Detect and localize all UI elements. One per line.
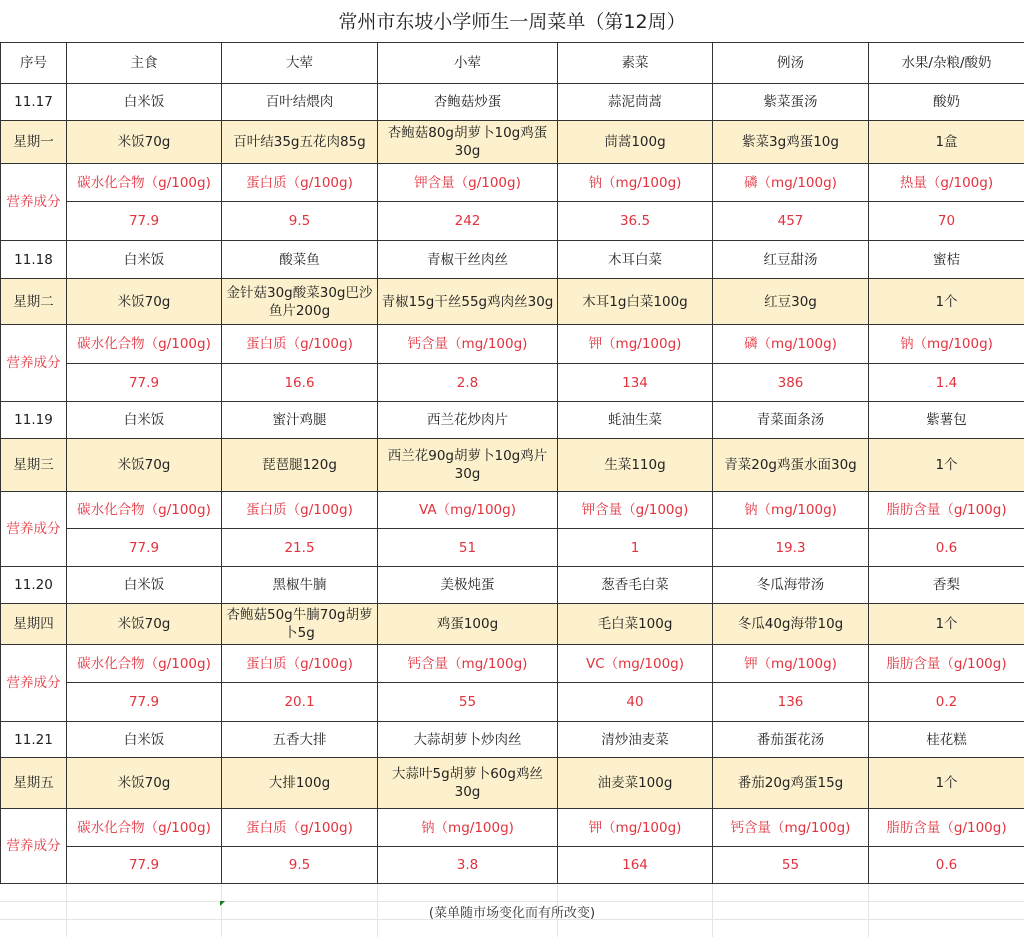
- nutrient-value: 242: [378, 202, 558, 241]
- nutrient-value-row: [1, 364, 1024, 402]
- ingredient-cell: 米饭70g: [67, 279, 222, 325]
- nutrient-value: 134: [558, 364, 713, 402]
- column-header: 大荤: [222, 43, 378, 84]
- ingredient-cell: 紫菜3g鸡蛋10g: [713, 121, 869, 164]
- nutrient-value: 51: [378, 529, 558, 567]
- nutrient-name: 脂肪含量（g/100g): [869, 809, 1024, 847]
- weekday-cell: 星期二: [1, 279, 67, 325]
- date-cell: 11.19: [1, 402, 67, 439]
- nutrient-value: 457: [713, 202, 869, 241]
- nutrient-value: 3.8: [378, 847, 558, 884]
- nutrient-name: 脂肪含量（g/100g): [869, 645, 1024, 683]
- nutrient-value: 77.9: [67, 202, 222, 241]
- dish-cell: 紫菜蛋汤: [713, 84, 869, 121]
- nutrient-value: 386: [713, 364, 869, 402]
- ingredient-cell: 米饭70g: [67, 758, 222, 809]
- ingredient-cell: 杏鲍菇50g牛腩70g胡萝卜5g: [222, 604, 378, 645]
- dish-cell: 香梨: [869, 567, 1024, 604]
- dish-cell: 大蒜胡萝卜炒肉丝: [378, 722, 558, 758]
- nutrient-value: 20.1: [222, 683, 378, 722]
- dish-cell: 酸奶: [869, 84, 1024, 121]
- column-header: 例汤: [713, 43, 869, 84]
- nutrient-name: 钙含量（mg/100g): [378, 325, 558, 364]
- nutrition-label: 营养成分: [1, 645, 67, 722]
- dish-cell: 白米饭: [67, 402, 222, 439]
- ingredient-cell: 1个: [869, 758, 1024, 809]
- ingredient-row: [1, 758, 1024, 809]
- date-cell: 11.21: [1, 722, 67, 758]
- footnote: (菜单随市场变化而有所改变): [428, 906, 596, 921]
- ingredient-cell: 茼蒿100g: [558, 121, 713, 164]
- dish-cell: 蜜桔: [869, 241, 1024, 279]
- ingredient-cell: 冬瓜40g海带10g: [713, 604, 869, 645]
- nutrient-label-row: [1, 645, 1024, 683]
- nutrient-name: 磷（mg/100g): [713, 325, 869, 364]
- ingredient-cell: 大蒜叶5g胡萝卜60g鸡丝30g: [378, 758, 558, 809]
- dish-cell: 美极炖蛋: [378, 567, 558, 604]
- nutrient-value: 77.9: [67, 847, 222, 884]
- nutrition-label: 营养成分: [1, 492, 67, 567]
- nutrient-name: 蛋白质（g/100g): [222, 492, 378, 529]
- column-header: 素菜: [558, 43, 713, 84]
- nutrition-label: 营养成分: [1, 164, 67, 241]
- dish-cell: 酸菜鱼: [222, 241, 378, 279]
- nutrient-value: 40: [558, 683, 713, 722]
- dish-cell: 葱香毛白菜: [558, 567, 713, 604]
- nutrient-name: 钾（mg/100g): [558, 325, 713, 364]
- nutrient-value: 9.5: [222, 847, 378, 884]
- ingredient-row: [1, 439, 1024, 492]
- nutrient-value: 164: [558, 847, 713, 884]
- nutrient-value: 55: [713, 847, 869, 884]
- ingredient-cell: 番茄20g鸡蛋15g: [713, 758, 869, 809]
- ingredient-cell: 1个: [869, 279, 1024, 325]
- nutrient-name: 钙含量（mg/100g): [378, 645, 558, 683]
- dish-cell: 白米饭: [67, 722, 222, 758]
- ingredient-cell: 鸡蛋100g: [378, 604, 558, 645]
- dish-cell: 白米饭: [67, 84, 222, 121]
- nutrient-value: 1: [558, 529, 713, 567]
- dish-cell: 杏鲍菇炒蛋: [378, 84, 558, 121]
- dish-cell: 红豆甜汤: [713, 241, 869, 279]
- dish-row: [1, 567, 1024, 604]
- nutrient-value: 77.9: [67, 529, 222, 567]
- ingredient-cell: 大排100g: [222, 758, 378, 809]
- nutrient-name: 钾含量（g/100g): [378, 164, 558, 202]
- nutrient-value-row: [1, 202, 1024, 241]
- nutrient-value-row: [1, 683, 1024, 722]
- dish-cell: 木耳白菜: [558, 241, 713, 279]
- menu-table: [0, 42, 1024, 884]
- dish-row: [1, 84, 1024, 121]
- nutrient-label-row: [1, 492, 1024, 529]
- ingredient-cell: 杏鲍菇80g胡萝卜10g鸡蛋30g: [378, 121, 558, 164]
- nutrient-value: 77.9: [67, 683, 222, 722]
- date-cell: 11.17: [1, 84, 67, 121]
- nutrient-name: 钠（mg/100g): [713, 492, 869, 529]
- nutrient-value: 136: [713, 683, 869, 722]
- ingredient-row: [1, 279, 1024, 325]
- nutrient-name: 钠（mg/100g): [558, 164, 713, 202]
- dish-cell: 桂花糕: [869, 722, 1024, 758]
- dish-row: [1, 402, 1024, 439]
- ingredient-cell: 米饭70g: [67, 604, 222, 645]
- dish-cell: 青菜面条汤: [713, 402, 869, 439]
- nutrient-name: 热量（g/100g): [869, 164, 1024, 202]
- nutrient-name: 碳水化合物（g/100g): [67, 492, 222, 529]
- nutrient-name: 蛋白质（g/100g): [222, 325, 378, 364]
- nutrient-value: 19.3: [713, 529, 869, 567]
- nutrient-label-row: [1, 325, 1024, 364]
- column-header: 主食: [67, 43, 222, 84]
- nutrient-value: 21.5: [222, 529, 378, 567]
- column-header: 小荤: [378, 43, 558, 84]
- dish-cell: 白米饭: [67, 241, 222, 279]
- column-header: 水果/杂粮/酸奶: [869, 43, 1024, 84]
- nutrient-name: 蛋白质（g/100g): [222, 809, 378, 847]
- ingredient-cell: 西兰花90g胡萝卜10g鸡片30g: [378, 439, 558, 492]
- nutrient-name: 碳水化合物（g/100g): [67, 645, 222, 683]
- dish-row: [1, 722, 1024, 758]
- date-cell: 11.18: [1, 241, 67, 279]
- dish-cell: 紫薯包: [869, 402, 1024, 439]
- ingredient-cell: 毛白菜100g: [558, 604, 713, 645]
- nutrient-name: 钠（mg/100g): [378, 809, 558, 847]
- dish-cell: 白米饭: [67, 567, 222, 604]
- nutrient-value: 9.5: [222, 202, 378, 241]
- nutrient-name: 脂肪含量（g/100g): [869, 492, 1024, 529]
- dish-cell: 五香大排: [222, 722, 378, 758]
- nutrient-name: 钾含量（g/100g): [558, 492, 713, 529]
- nutrient-value: 70: [869, 202, 1024, 241]
- nutrient-name: 碳水化合物（g/100g): [67, 164, 222, 202]
- nutrient-name: 钾（mg/100g): [558, 809, 713, 847]
- nutrient-name: 钠（mg/100g): [869, 325, 1024, 364]
- ingredient-cell: 青菜20g鸡蛋水面30g: [713, 439, 869, 492]
- nutrition-label: 营养成分: [1, 325, 67, 402]
- dish-cell: 黑椒牛腩: [222, 567, 378, 604]
- dish-cell: 西兰花炒肉片: [378, 402, 558, 439]
- nutrient-value: 0.2: [869, 683, 1024, 722]
- ingredient-cell: 百叶结35g五花肉85g: [222, 121, 378, 164]
- ingredient-cell: 1个: [869, 439, 1024, 492]
- nutrient-name: 磷（mg/100g): [713, 164, 869, 202]
- date-cell: 11.20: [1, 567, 67, 604]
- dish-cell: 蒜泥茼蒿: [558, 84, 713, 121]
- ingredient-cell: 琵琶腿120g: [222, 439, 378, 492]
- ingredient-row: [1, 121, 1024, 164]
- nutrient-value: 36.5: [558, 202, 713, 241]
- weekday-cell: 星期四: [1, 604, 67, 645]
- dish-cell: 番茄蛋花汤: [713, 722, 869, 758]
- ingredient-cell: 米饭70g: [67, 121, 222, 164]
- ingredient-cell: 生菜110g: [558, 439, 713, 492]
- header-row: [1, 43, 1024, 84]
- ingredient-cell: 米饭70g: [67, 439, 222, 492]
- dish-cell: 蜜汁鸡腿: [222, 402, 378, 439]
- nutrient-value: 1.4: [869, 364, 1024, 402]
- nutrient-value-row: [1, 847, 1024, 884]
- nutrient-name: 蛋白质（g/100g): [222, 164, 378, 202]
- nutrient-name: 钾（mg/100g): [713, 645, 869, 683]
- nutrition-label: 营养成分: [1, 809, 67, 884]
- nutrient-value: 0.6: [869, 847, 1024, 884]
- nutrient-value: 55: [378, 683, 558, 722]
- weekday-cell: 星期三: [1, 439, 67, 492]
- dish-cell: 百叶结煨肉: [222, 84, 378, 121]
- ingredient-cell: 木耳1g白菜100g: [558, 279, 713, 325]
- nutrient-name: 蛋白质（g/100g): [222, 645, 378, 683]
- ingredient-cell: 红豆30g: [713, 279, 869, 325]
- nutrient-label-row: [1, 164, 1024, 202]
- nutrient-name: 碳水化合物（g/100g): [67, 325, 222, 364]
- ingredient-cell: 1个: [869, 604, 1024, 645]
- nutrient-name: VC（mg/100g): [558, 645, 713, 683]
- ingredient-cell: 金针菇30g酸菜30g巴沙鱼片200g: [222, 279, 378, 325]
- dish-cell: 清炒油麦菜: [558, 722, 713, 758]
- column-header: 序号: [1, 43, 67, 84]
- dish-cell: 蚝油生菜: [558, 402, 713, 439]
- dish-row: [1, 241, 1024, 279]
- weekday-cell: 星期五: [1, 758, 67, 809]
- ingredient-cell: 1盒: [869, 121, 1024, 164]
- ingredient-cell: 油麦菜100g: [558, 758, 713, 809]
- dish-cell: 青椒干丝肉丝: [378, 241, 558, 279]
- nutrient-value: 0.6: [869, 529, 1024, 567]
- nutrient-name: VA（mg/100g): [378, 492, 558, 529]
- nutrient-name: 钙含量（mg/100g): [713, 809, 869, 847]
- nutrient-value: 2.8: [378, 364, 558, 402]
- page-title: 常州市东坡小学师生一周菜单（第12周）: [338, 11, 686, 33]
- weekday-cell: 星期一: [1, 121, 67, 164]
- nutrient-name: 碳水化合物（g/100g): [67, 809, 222, 847]
- dish-cell: 冬瓜海带汤: [713, 567, 869, 604]
- ingredient-cell: 青椒15g干丝55g鸡肉丝30g: [378, 279, 558, 325]
- nutrient-value: 77.9: [67, 364, 222, 402]
- nutrient-value-row: [1, 529, 1024, 567]
- nutrient-value: 16.6: [222, 364, 378, 402]
- ingredient-row: [1, 604, 1024, 645]
- nutrient-label-row: [1, 809, 1024, 847]
